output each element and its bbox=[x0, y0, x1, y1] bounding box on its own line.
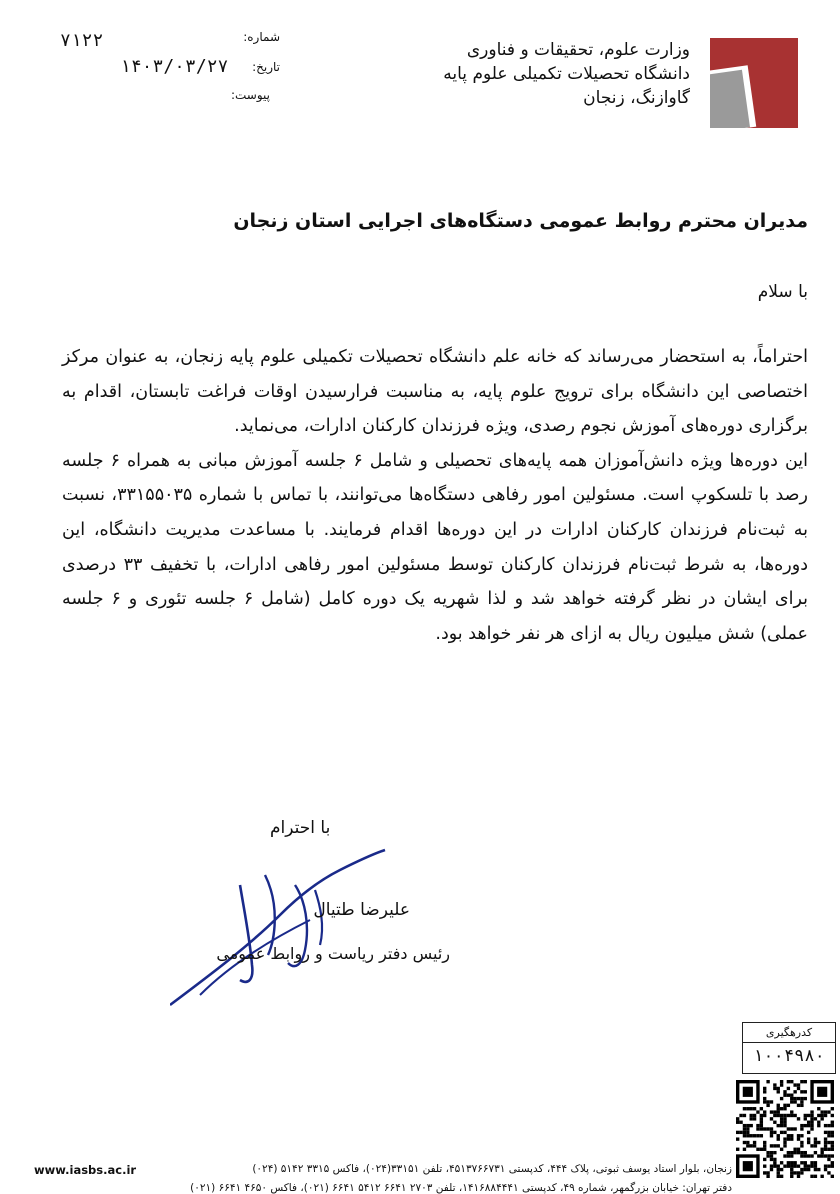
greeting: با سلام bbox=[757, 282, 808, 302]
closing: با احترام bbox=[270, 818, 331, 838]
number-value: ۷۱۲۲ bbox=[60, 30, 104, 51]
paragraph-2: این دوره‌ها ویژه دانش‌آموزان همه پایه‌های تحصیلی و شامل ۶ جلسه آموزش مبانی به همراه ۶ جلسه رصد با تلسکوپ است. مسئولین امور رفاهی دستگاه‌ها می‌توانند، با تماس با شماره ۳۳۱۵۵۰۳۵، نسبت به ثبت‌نام فرزندان کارکنان ادارات در این دوره‌ها اقدام فرمایند. با مساعدت مدیریت دانشگاه، این دوره‌ها، به شرط ثبت‌نام فرزندان کارکنان توسط مسئولین امور رفاهی ادارات، با تخفیف ۳۳ درصدی برای ایشان در نظر گرفته خواهد شد و لذا شهریه یک دوره کامل (شامل ۶ جلسه تئوری و ۶ جلسه عملی) شش میلیون ریال به ازای هر نفر خواهد بود. bbox=[62, 450, 808, 644]
signer-title: رئیس دفتر ریاست و روابط عمومی bbox=[216, 944, 450, 963]
addressee: مدیران محترم روابط عمومی دستگاه‌های اجرایی استان زنجان bbox=[233, 210, 808, 232]
address-tehran: دفتر تهران: خیابان بزرگمهر، شماره ۴۹، کدپستی ۱۴۱۶۸۸۴۴۴۱، تلفن ۲۷۰۳ ۶۶۴۱ ۵۴۱۲ ۶۶۴۱ (۰۲۱)، فاکس ۴۶۵۰ ۶۶۴۱ (۰۲۱) bbox=[190, 1182, 732, 1194]
ministry-name: وزارت علوم، تحقیقات و فناوری bbox=[466, 40, 690, 60]
date-label: تاریخ: bbox=[252, 60, 280, 74]
institution-header bbox=[443, 38, 690, 110]
website-link[interactable]: www.iasbs.ac.ir bbox=[34, 1163, 137, 1177]
tracking-code-box bbox=[742, 1022, 836, 1074]
qr-code-icon bbox=[736, 1080, 834, 1178]
address-zanjan: زنجان، بلوار استاد یوسف ثبوتی، پلاک ۴۴۴، کدپستی ۴۵۱۳۷۶۶۷۳۱، تلفن ۳۳۱۵۱(۰۲۴)، فاکس ۳۳۱۵ ۵۱۴۲ (۰۲۴) bbox=[252, 1163, 732, 1175]
university-name: دانشگاه تحصیلات تکمیلی علوم پایه bbox=[443, 64, 690, 84]
number-label: شماره: bbox=[243, 30, 280, 44]
tracking-code: ۱۰۰۴۹۸۰ bbox=[753, 1046, 825, 1066]
tracking-label: کدرهگیری bbox=[743, 1023, 835, 1043]
location: گاوازنگ، زنجان bbox=[583, 88, 690, 108]
signer-name: علیرضا طتیال bbox=[313, 900, 410, 920]
paragraph-1: احتراماً، به استحضار می‌رساند که خانه علم دانشگاه تحصیلات تکمیلی علوم پایه زنجان، به عنوان مرکز اختصاصی این دانشگاه برای ترویج علوم پایه، به مناسبت فرارسیدن اوقات فراغت تابستان، اقدام به برگزاری دوره‌های آموزش نجوم رصدی، ویژه فرزندان کارکنان ادارات، می‌نماید. bbox=[62, 347, 808, 437]
attachment-label: پیوست: bbox=[230, 88, 270, 102]
university-logo bbox=[710, 38, 798, 128]
letter-body bbox=[62, 340, 808, 651]
letter-meta bbox=[30, 28, 280, 108]
handwritten-signature bbox=[170, 845, 400, 1010]
date-value: ۱۴۰۳/۰۳/۲۷ bbox=[120, 56, 229, 77]
